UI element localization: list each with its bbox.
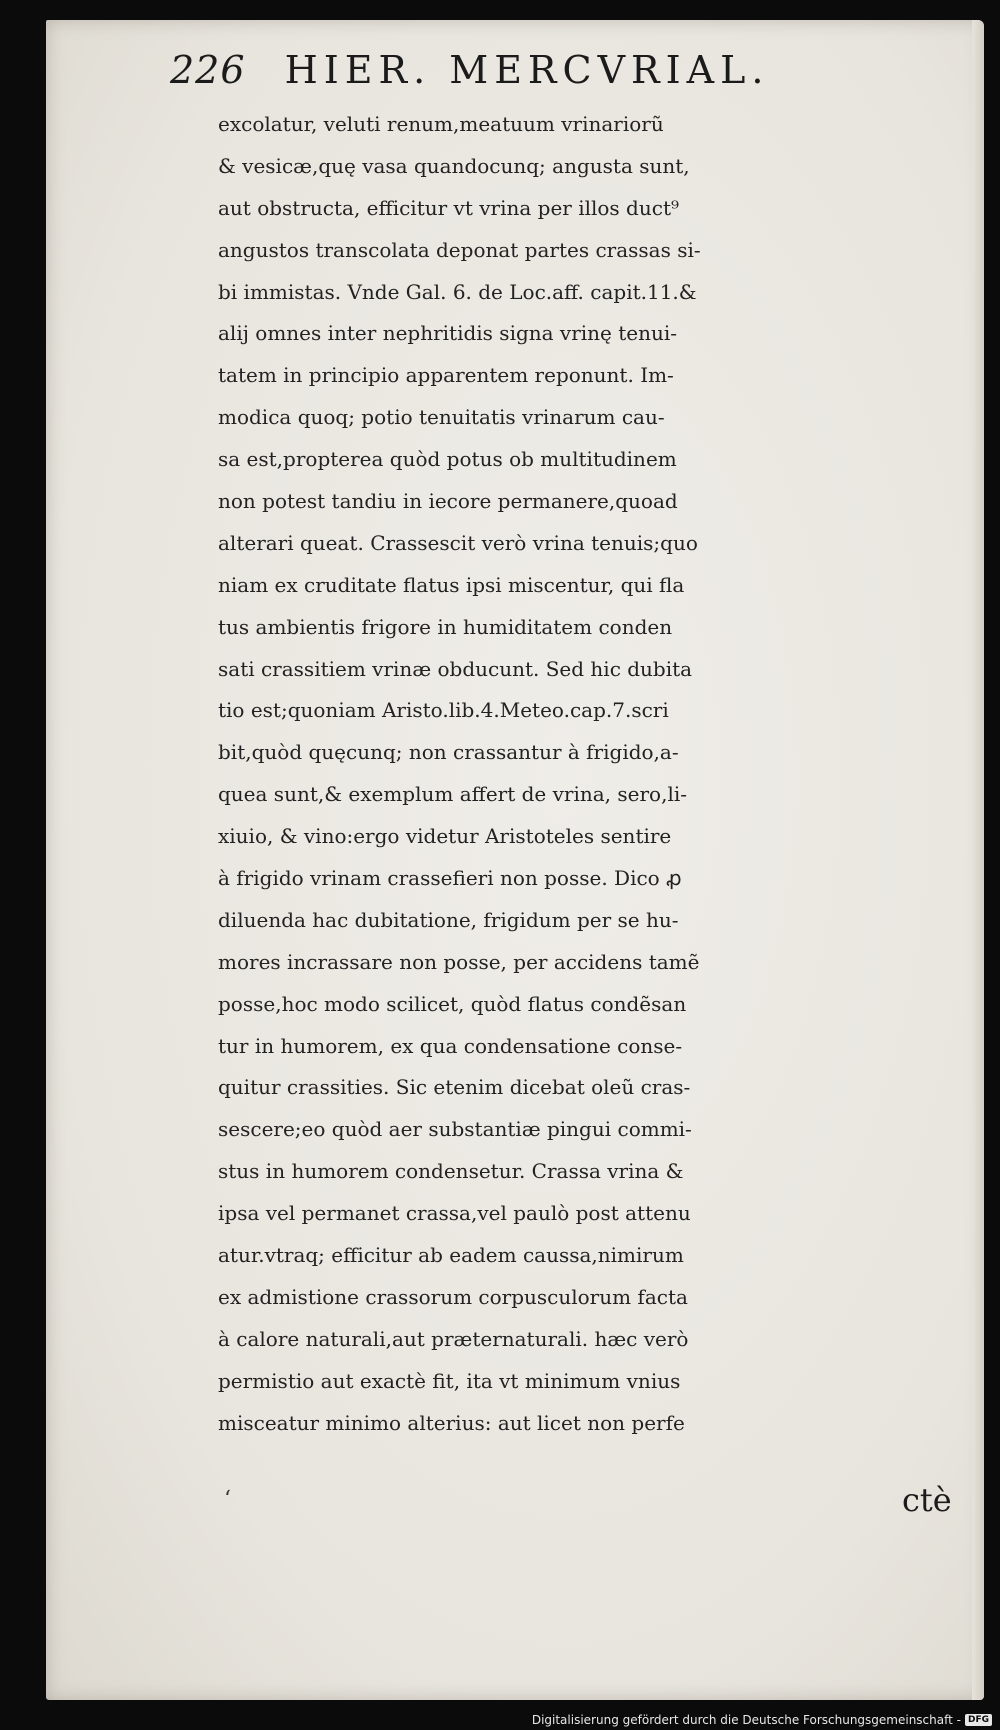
text-line: sa est,propterea quòd potus ob multitudinem: [218, 447, 677, 472]
text-line: quea sunt,& exemplum affert de vrina, sero,li-: [218, 782, 688, 807]
text-line: angustos transcolata deponat partes crassas si-: [218, 237, 701, 262]
text-line: quitur crassities. Sic etenim dicebat oleũ cras-: [218, 1075, 691, 1100]
text-line: sati crassitiem vrinæ obducunt. Sed hic dubita: [218, 656, 693, 681]
text-line: tur in humorem, ex qua condensatione conse-: [218, 1033, 683, 1058]
text-line: posse,hoc modo scilicet, quòd flatus condẽsan: [218, 991, 687, 1016]
text-line: stus in humorem condensetur. Crassa vrina &: [218, 1159, 684, 1184]
digitization-footer: [532, 1713, 992, 1727]
text-line: xiuio, & vino:ergo videtur Aristoteles sentire: [218, 824, 672, 849]
text-line: modica quoq; potio tenuitatis vrinarum cau-: [218, 405, 665, 430]
text-line: ex admistione crassorum corpusculorum facta: [218, 1284, 688, 1309]
page-header: [170, 48, 769, 92]
page-number: 226: [170, 48, 246, 92]
text-line: aut obstructa, efficitur vt vrina per illos duct⁹: [218, 195, 679, 220]
text-line: à calore naturali,aut præternaturali. hæc verò: [218, 1326, 689, 1351]
body-text: [218, 104, 958, 1445]
footer-credit: Digitalisierung gefördert durch die Deutsche Forschungsgemeinschaft -: [531, 1713, 961, 1727]
text-line: à frigido vrinam crassefieri non posse. Dico ꝓ: [218, 866, 682, 891]
text-line: diluenda hac dubitatione, frigidum per se hu-: [218, 907, 679, 932]
text-line: bi immistas. Vnde Gal. 6. de Loc.aff. capit.11.&: [218, 279, 697, 304]
text-line: tatem in principio apparentem reponunt. Im-: [218, 363, 674, 388]
text-line: non potest tandiu in iecore permanere,quoad: [218, 489, 678, 514]
text-line: atur.vtraq; efficitur ab eadem caussa,nimirum: [218, 1243, 684, 1268]
dfg-logo-icon: DFG: [965, 1714, 992, 1726]
text-line: tio est;quoniam Aristo.lib.4.Meteo.cap.7.scri: [218, 698, 669, 723]
text-line: excolatur, veluti renum,meatuum vrinariorũ: [218, 112, 664, 136]
text-line: & vesicæ,quę vasa quandocunq; angusta sunt,: [218, 153, 690, 178]
running-title: HIER. MERCVRIAL.: [284, 48, 770, 92]
text-line: mores incrassare non posse, per accidens tamẽ: [218, 949, 700, 974]
text-line: misceatur minimo alterius: aut licet non perfe: [218, 1410, 685, 1435]
text-line: alij omnes inter nephritidis signa vrinę tenui-: [218, 321, 678, 346]
text-line: sescere;eo quòd aer substantiæ pingui commi-: [218, 1117, 692, 1142]
stray-mark: ʻ: [224, 1487, 231, 1512]
catchword: ctè: [902, 1481, 952, 1519]
text-line: ipsa vel permanet crassa,vel paulò post attenu: [218, 1201, 691, 1226]
text-line: tus ambientis frigore in humiditatem conden: [218, 614, 673, 639]
page-edge: [972, 20, 984, 1700]
text-line: bit,quòd quęcunq; non crassantur à frigido,a-: [218, 740, 679, 765]
text-line: niam ex cruditate flatus ipsi miscentur, qui fla: [218, 572, 685, 597]
text-line: alterari queat. Crassescit verò vrina tenuis;quo: [218, 530, 698, 555]
text-line: permistio aut exactè fit, ita vt minimum vnius: [218, 1368, 681, 1393]
